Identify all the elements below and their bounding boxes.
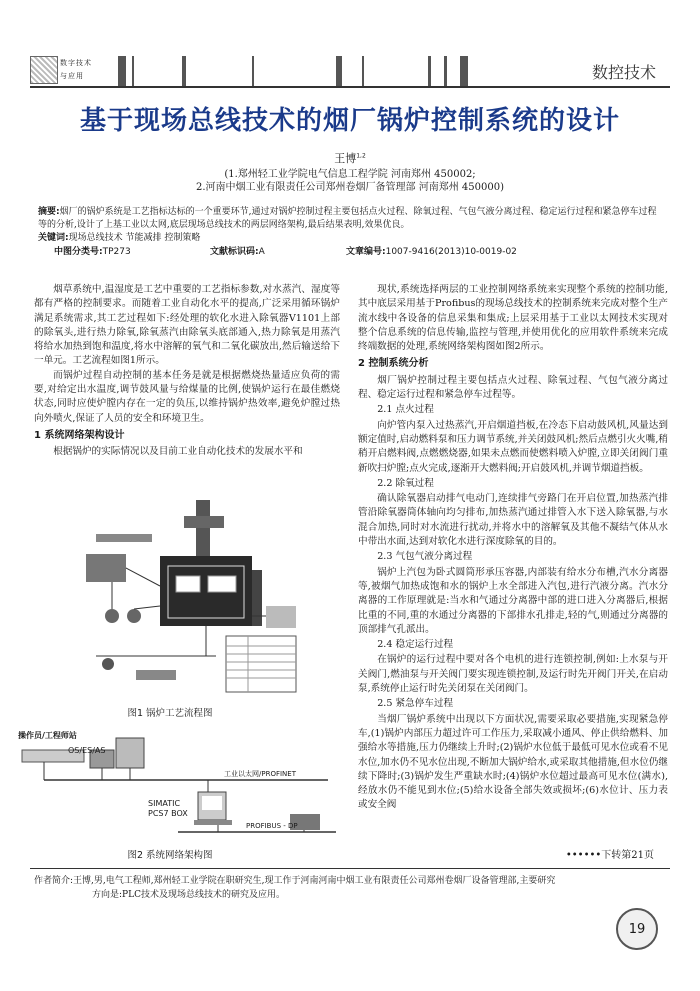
footnote-line2: 方向是:PLC技术及现场总线技术的研究及应用。: [92, 890, 285, 900]
left-column: [34, 283, 340, 460]
journal-logo: [30, 56, 114, 86]
section-heading: 1 系统网络架构设计: [34, 429, 125, 441]
author-bio-footnote: [34, 874, 664, 902]
fig2-simatic-label: SIMATIC: [148, 799, 181, 808]
header-rule: [30, 86, 670, 88]
author: [0, 150, 700, 166]
paragraph: 现状,系统选择两层的工业控制网络系统来实现整个系统的控制功能,其中底层采用基于Profibus的现场总线技术的控制系统来完成对整个生产流水线中各设备的信息采集和集成;上层采用基于工业以太网技术实现对整个信息系统的信息传输,监控与管理,并使用优化的应用软件系统来完成终端数据的处理,系统网络架构图如图2所示。: [358, 284, 668, 353]
figure-1-caption: 图1 锅炉工艺流程图: [127, 708, 213, 719]
logo-line1: 数字技术: [60, 59, 92, 67]
page-number: 19: [628, 922, 646, 937]
paragraph: 确认除氧器启动排气电动门,连续排气旁路门在开启位置,加热蒸汽排管沿除氧器筒体轴向均匀排布,加热蒸汽通过排管入水下送入除氧器,与水混合加热,同时对水流进行扰动,并将水中的溶解氧及其他不凝结气体从水中带出水面,达到对软化水进行深度除氧的目的。: [358, 493, 668, 548]
paragraph: 烟厂锅炉控制过程主要包括点火过程、除氧过程、气包气液分离过程、稳定运行过程和紧急停车过程等。: [358, 374, 668, 401]
paragraph: 锅炉上汽包为卧式圆筒形承压容器,内部装有给水分布槽,汽水分离器等,被烟气加热成饱和水的锅炉上水全部进入汽包,进行汽液分离。汽水分离器的工作原理就是:当水和气通过分离器中部的进口进入分离器后,根据比重的不同,重的水通过分离器的下部排水孔排走,轻的气,则通过分离器的顶部排气孔派出。: [358, 566, 668, 635]
footnote-rule: [30, 868, 670, 869]
logo-line2: 与应用: [60, 72, 84, 80]
fig2-pcs7-label: PCS7 BOX: [148, 809, 188, 818]
author-marks: 1,2: [356, 152, 366, 160]
figure-1-boiler-flow: [76, 496, 316, 702]
fig2-operator-label: 操作员/工程师站: [18, 731, 77, 740]
keywords-text: 现场总线技术 节能减排 控制策略: [68, 233, 201, 243]
paragraph: 根据锅炉的实际情况以及目前工业自动化技术的发展水平和: [53, 446, 303, 458]
clc-number: 中图分类号:TP273: [54, 247, 131, 257]
right-column: [358, 283, 668, 813]
abstract-label: 摘要:: [38, 207, 60, 217]
article-title: 基于现场总线技术的烟厂锅炉控制系统的设计: [79, 106, 620, 136]
page-number-badge: [616, 908, 658, 950]
author-name: 王博: [334, 152, 357, 165]
article-number: 文章编号:1007-9416(2013)10-0019-02: [346, 247, 517, 257]
doc-code: 文献标识码:A: [210, 247, 265, 257]
affiliation-2: 2.河南中烟工业有限责任公司郑州卷烟厂备管理部 河南郑州 450000): [196, 182, 504, 193]
figure-2-caption: 图2 系统网络架构图: [127, 850, 213, 861]
subsection-heading: 2.4 稳定运行过程: [377, 639, 454, 651]
continued-note: ••••••下转第21页: [565, 850, 654, 861]
subsection-heading: 2.5 紧急停车过程: [377, 698, 454, 710]
section-name: 数控技术: [591, 63, 656, 82]
fig2-os-label: OS/ES/AS: [68, 746, 106, 755]
subsection-heading: 2.1 点火过程: [377, 404, 434, 416]
paragraph: 在锅炉的运行过程中要对各个电机的进行连锁控制,例如:上水泵与开关阀门,燃油泵与开关阀门要实现连锁控制,及运行时先开阀门开关,在启动泵,系统停止运行时先关闭泵在关闭阀门。: [358, 654, 668, 695]
section-heading: 2 控制系统分析: [358, 358, 429, 370]
abstract: [38, 206, 664, 232]
abstract-text: 烟厂的锅炉系统是工艺指标达标的一个重要环节,通过对锅炉控制过程主要包括点火过程、除氧过程、气包气液分离过程、稳定运行过程和紧急停车过程等的分析,设计了上基工业以太网,底层现场总线技术的两层网络架构,最后结果表明,效果优良。: [38, 207, 657, 230]
paragraph: 向炉管内泵入过热蒸汽,开启烟道挡板,在冷态下启动鼓风机,风量达到额定值时,启动燃料泵和压力调节系统,并关闭鼓风机;然后点燃引火火嘴,稍稍开启燃料阀,点燃燃烧器,如果未点燃而使燃料喷入炉膛,立即关闭阀门重新吹扫炉膛;点火完成,逐渐开大燃料阀;开启鼓风机,并调节烟道挡板。: [358, 419, 668, 474]
footnote-line1: 作者简介:王博,男,电气工程师,郑州轻工业学院在职研究生,现工作于河南河南中烟工业有限责任公司郑州卷烟厂设备管理部,主要研究: [34, 876, 556, 886]
paragraph: 当烟厂锅炉系统中出现以下方面状况,需要采取必要措施,实现紧急停车,(1)锅炉内部压力超过许可工作压力,采取减小通风、停止供给燃料、加强给水等措施,压力仍继续上升时;(2)锅炉水位低于最低可见水位或看不见水位,加水仍不见水位出现,不断加大锅炉给水,或采取其他措施,但水位仍继续下降时;(3)锅炉发生严重缺水时;(4)锅炉水位超过最高可见水位(满水),经放水仍不能见到水位;(5)给水设备全部失效或损坏;(6)水位计、压力表或安全阀: [358, 713, 668, 811]
header-decor-bars: [118, 56, 578, 86]
affiliation-1: (1.郑州轻工业学院电气信息工程学院 河南郑州 450002;: [224, 169, 476, 180]
fig2-ethernet-label: 工业以太网/PROFINET: [224, 770, 296, 778]
paragraph: 烟草系统中,温湿度是工艺中重要的工艺指标参数,对水蒸汽、湿度等都有严格的控制要求。而随着工业自动化水平的提高,广泛采用循环锅炉满足系统需求,其工艺过程如下:经处理的软化水进入除氧器V1101上部的除氧头,进行热力除氧,除氧蒸汽由除氧头底部通入,热力除氧是用蒸汽将给水加热到饱和温度,将水中溶解的氧气和二氧化碳放出,然后输送给下一单元。工艺流程如图1所示。: [34, 284, 340, 367]
keywords-label: 关键词:: [38, 233, 69, 243]
fig2-profibus-label: PROFIBUS - DP: [246, 822, 298, 830]
logo-mark-icon: [30, 56, 58, 84]
subsection-heading: 2.3 气包气液分离过程: [377, 551, 473, 563]
paragraph: 而锅炉过程自动控制的基本任务是就是根据燃烧热量适应负荷的需要,对给定出水温度,调节鼓风量与给煤量的比例,使锅炉运行在最佳燃烧状态,同时应使炉膛内存在一定的负压,以维持锅炉热效率,避免炉膛过热向外喷火,保证了人员的安全和环境卫生。: [34, 369, 340, 424]
subsection-heading: 2.2 除氧过程: [377, 477, 434, 489]
